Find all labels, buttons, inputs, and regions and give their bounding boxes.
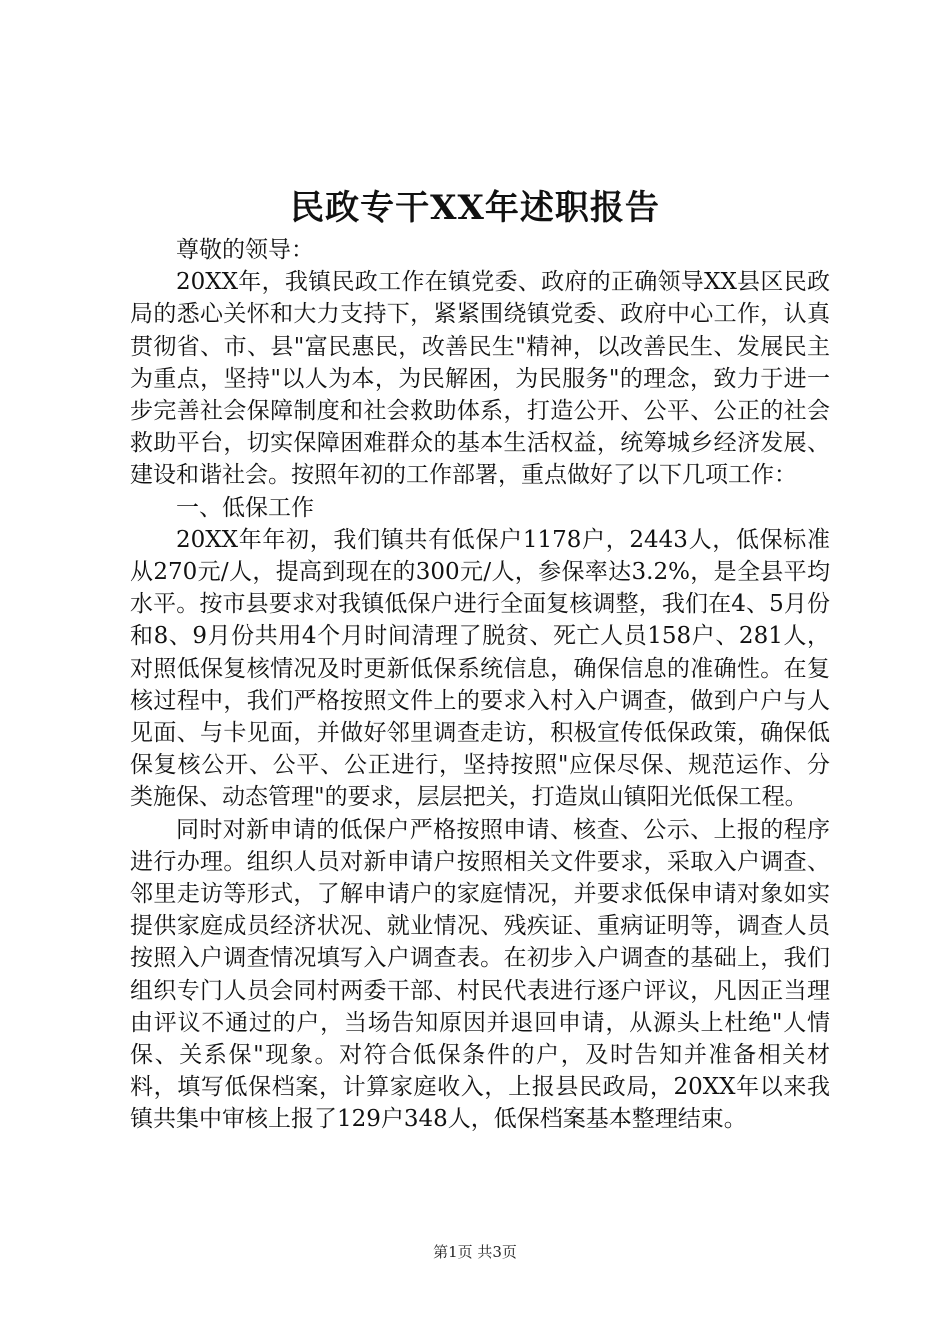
page-number-footer: 第1页 共3页 bbox=[433, 1243, 517, 1261]
salutation: 尊敬的领导： bbox=[176, 237, 314, 263]
section-heading: 一、低保工作 bbox=[176, 494, 314, 521]
body-paragraph: 同时对新申请的低保户严格按照申请、核查、公示、上报的程序进行办理。组织人员对新申请户按照相关文件要求，采取入户调查、邻里走访等形式，了解申请户的家庭情况，并要求低保申请对象如实提供家庭成员经济状况、就业情况、残疾证、重病证明等，调查人员按照入户调查情况填写入户调查表。在初步入户调查的基础上，我们组织专门人员会同村两委干部、村民代表进行逐户评议，凡因正当理由评议不通过的户，当场告知原因并退回申请，从源头上杜绝"人情保、关系保"现象。对符合低保条件的户，及时告知并准备相关材料，填写低保档案，计算家庭收入，上报县民政局，20XX年以来我镇共集中审核上报了129户348人，低保档案基本整理结束。 bbox=[130, 816, 830, 1133]
document-body bbox=[130, 234, 830, 1136]
body-paragraph: 20XX年年初，我们镇共有低保户1178户，2443人，低保标准从270元/人，提高到现在的300元/人，参保率达3.2%，是全县平均水平。按市县要求对我镇低保户进行全面复核调整，我们在4、5月份和8、9月份共用4个月时间清理了脱贫、死亡人员158户、281人，对照低保复核情况及时更新低保系统信息，确保信息的准确性。在复核过程中，我们严格按照文件上的要求入村入户调查，做到户户与人见面、与卡见面，并做好邻里调查走访，积极宣传低保政策，确保低保复核公开、公平、公正进行，坚持按照"应保尽保、规范运作、分类施保、动态管理"的要求，层层把关，打造岚山镇阳光低保工程。 bbox=[130, 526, 830, 811]
intro-paragraph: 20XX年，我镇民政工作在镇党委、政府的正确领导XX县区民政局的悉心关怀和大力支持下，紧紧围绕镇党委、政府中心工作，认真贯彻省、市、县"富民惠民，改善民生"精神，以改善民生、发展民主为重点，坚持"以人为本，为民解困，为民服务"的理念，致力于进一步完善社会保障制度和社会救助体系，打造公开、公平、公正的社会救助平台，切实保障困难群众的基本生活权益，统筹城乡经济发展、建设和谐社会。按照年初的工作部署，重点做好了以下几项工作： bbox=[130, 269, 830, 489]
document-title: 民政专干XX年述职报告 bbox=[290, 188, 660, 228]
